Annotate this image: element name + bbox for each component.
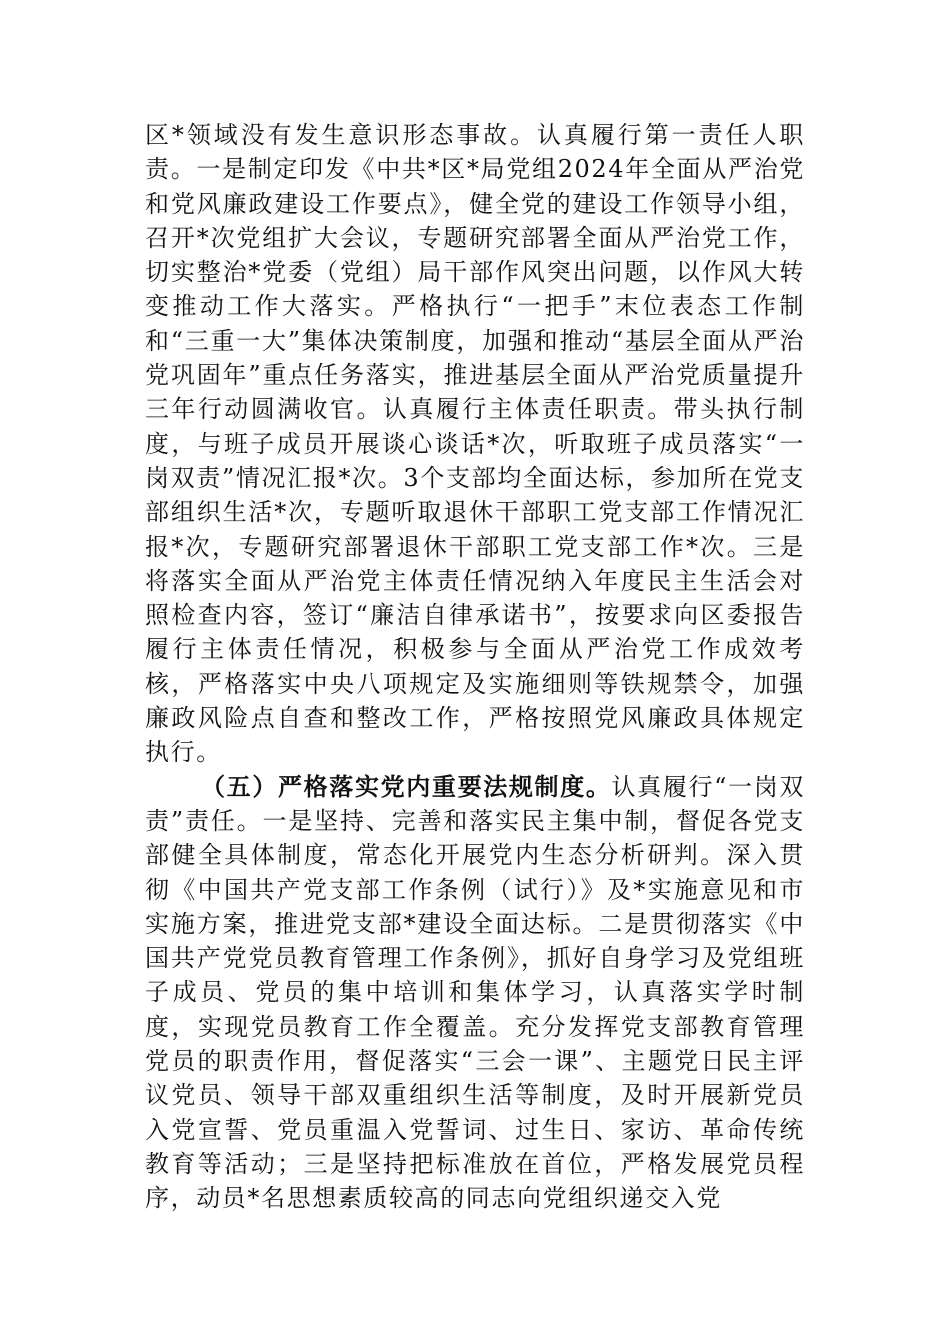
document-page: [145, 118, 805, 1216]
section-body-text: 认真履行“一岗双责”责任。一是坚持、完善和落实民主集中制，督促各党支部健全具体制度，常态化开展党内生态分析研判。深入贯彻《中国共产党支部工作条例（试行）》及*实施意见和市实施方案，推进党支部*建设全面达标。二是贯彻落实《中国共产党党员教育管理工作条例》，抓好自身学习及党组班子成员、党员的集中培训和集体学习，认真落实学时制度，实现党员教育工作全覆盖。充分发挥党支部教育管理党员的职责作用，督促落实“三会一课”、主题党日民主评议党员、领导干部双重组织生活等制度，及时开展新党员入党宣誓、党员重温入党誓词、过生日、家访、革命传统教育等活动；三是坚持把标准放在首位，严格发展党员程序，动员*名思想素质较高的同志向党组织递交入党: [145, 772, 805, 1213]
section-heading: （五）严格落实党内重要法规制度。: [201, 771, 612, 801]
body-paragraph-continuation: 区*领域没有发生意识形态事故。认真履行第一责任人职责。一是制定印发《中共*区*局党组2024年全面从严治党和党风廉政建设工作要点》，健全党的建设工作领导小组，召开*次党组扩大会议，专题研究部署全面从严治党工作，切实整治*党委（党组）局干部作风突出问题，以作风大转变推动工作大落实。严格执行“一把手”末位表态工作制和“三重一大”集体决策制度，加强和推动“基层全面从严治党巩固年”重点任务落实，推进基层全面从严治党质量提升三年行动圆满收官。认真履行主体责任职责。带头执行制度，与班子成员开展谈心谈话*次，听取班子成员落实“一岗双责”情况汇报*次。3个支部均全面达标，参加所在党支部组织生活*次，专题听取退休干部职工党支部工作情况汇报*次，专题研究部署退休干部职工党支部工作*次。三是将落实全面从严治党主体责任情况纳入年度民主生活会对照检查内容，签订“廉洁自律承诺书”，按要求向区委报告履行主体责任情况，积极参与全面从严治党工作成效考核，严格落实中央八项规定及实施细则等铁规禁令，加强廉政风险点自查和整改工作，严格按照党风廉政具体规定执行。: [145, 121, 805, 767]
body-paragraph-section-five: [145, 770, 805, 1216]
